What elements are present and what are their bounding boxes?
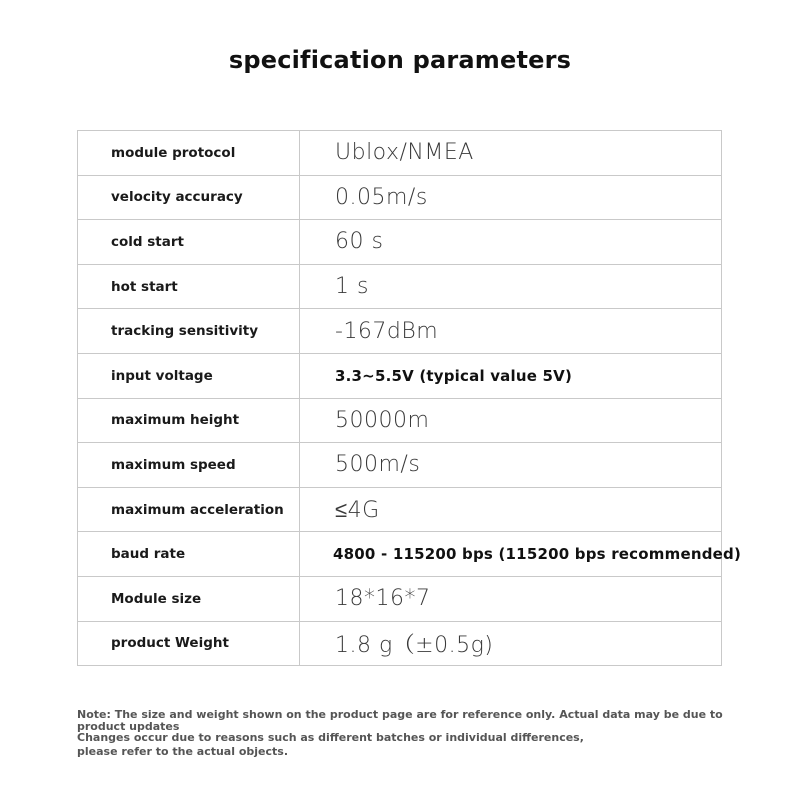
row-value: 500m/s [300,443,722,488]
row-value: 1 s [300,264,722,309]
table-row [78,398,722,443]
note-line: Note: The size and weight shown on the product page are for reference only. Actual data may be due to [77,708,723,721]
specification-table [77,130,741,666]
row-label: tracking sensitivity [78,309,300,354]
row-label: cold start [78,220,300,265]
row-label: velocity accuracy [78,175,300,220]
table-row [78,131,722,176]
row-label: baud rate [78,532,300,577]
row-value: 18*16*7 [300,576,722,621]
table-row [78,175,722,220]
table-row [78,487,722,532]
row-value: Ublox/NMEA [300,131,722,176]
row-label: module protocol [78,131,300,176]
note-line: Changes occur due to reasons such as different batches or individual differences, [77,731,584,744]
row-value: 4800 - 115200 bps (115200 bps recommended) [300,532,722,577]
table-row [78,576,722,621]
row-label: hot start [78,264,300,309]
row-value: 3.3~5.5V (typical value 5V) [300,353,722,398]
row-value: 60 s [300,220,722,265]
row-label: maximum height [78,398,300,443]
row-label: maximum acceleration [78,487,300,532]
note-line: please refer to the actual objects. [77,745,288,758]
row-label: input voltage [78,353,300,398]
note-line: product updates [77,720,180,733]
table-row [78,353,722,398]
row-value: 50000m [300,398,722,443]
table-row [78,443,722,488]
table-row [78,621,722,666]
row-value: -167dBm [300,309,722,354]
table-row [78,264,722,309]
row-label: product Weight [78,621,300,666]
table-row [78,532,722,577]
page-title: specification parameters [228,46,572,74]
table-row [78,309,722,354]
row-value: 0.05m/s [300,175,722,220]
row-label: Module size [78,576,300,621]
row-value: ≤4G [300,487,722,532]
row-value: 1.8 g（±0.5g) [300,621,722,666]
row-label: maximum speed [78,443,300,488]
table-row [78,220,722,265]
